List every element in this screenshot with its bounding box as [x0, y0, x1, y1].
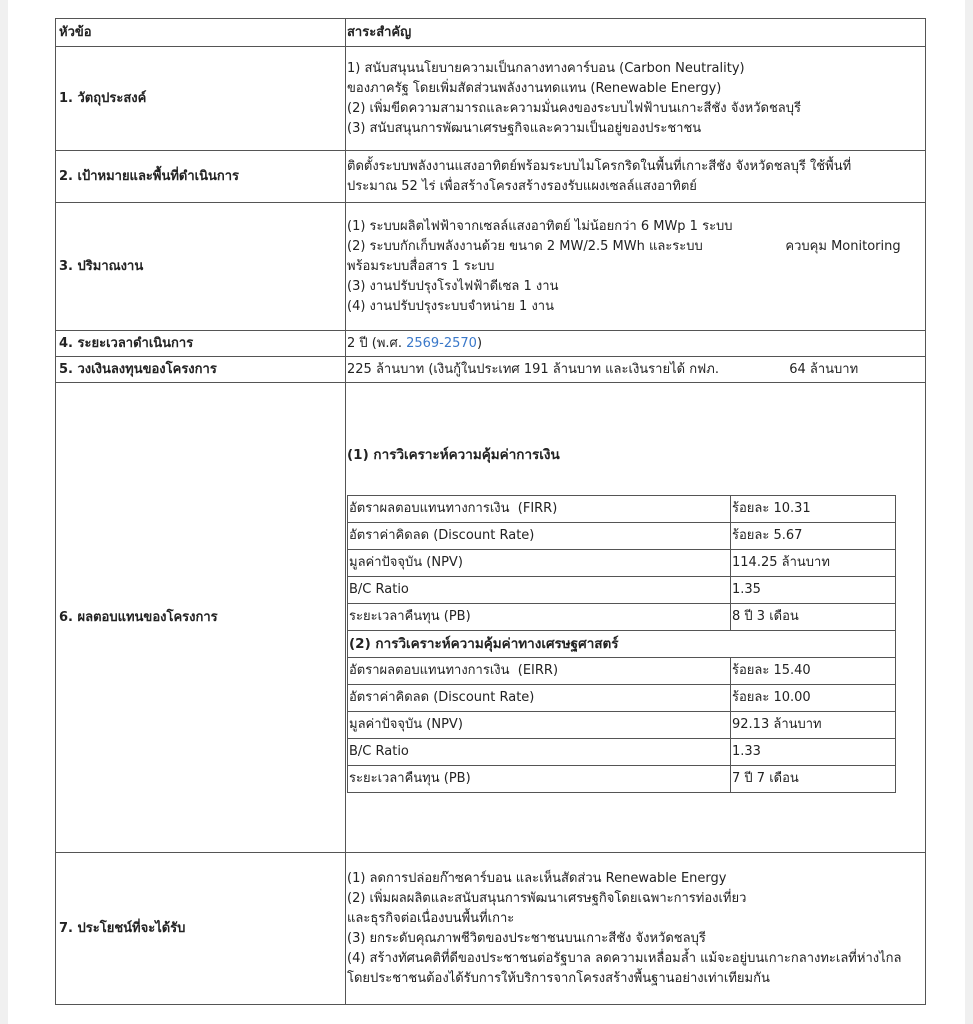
content-line: (1) ระบบผลิตไฟฟ้าจากเซลล์แสงอาทิตย์ ไม่น้อยกว่า 6 MWp 1 ระบบ [347, 218, 733, 234]
right-gutter [965, 0, 973, 1024]
row-content: 225 ล้านบาท (เงินกู้ในประเทศ 191 ล้านบาท และเงินรายได้ กฟภ. 64 ล้านบาท [346, 357, 926, 383]
content-line: ติดตั้งระบบพลังงานแสงอาทิตย์พร้อมระบบไมโครกริดในพื้นที่เกาะสีชัง จังหวัดชลบุรี ใช้พื้นที่ [347, 158, 852, 174]
row-workload [56, 203, 926, 331]
table-row [348, 577, 896, 604]
row-title: 2. เป้าหมายและพื้นที่ดำเนินการ [56, 151, 346, 203]
row-duration [56, 331, 926, 357]
table-row [348, 658, 896, 685]
table-row [348, 766, 896, 793]
metric-value: 8 ปี 3 เดือน [731, 604, 896, 631]
duration-suffix: ) [476, 335, 483, 351]
row-content [346, 853, 926, 1005]
table-row [348, 739, 896, 766]
economic-analysis-title: (2) การวิเคราะห์ความคุ้มค่าทางเศรษฐศาสตร์ [348, 631, 896, 658]
row-title: 6. ผลตอบแทนของโครงการ [56, 383, 346, 853]
row-content [346, 331, 926, 357]
row-target-area [56, 151, 926, 203]
row-content [346, 47, 926, 151]
content-line: (1) ลดการปล่อยก๊าซคาร์บอน และเห็นสัดส่วน Renewable Energy [347, 870, 727, 886]
table-row [348, 631, 896, 658]
row-title: 5. วงเงินลงทุนของโครงการ [56, 357, 346, 383]
metric-value: ร้อยละ 15.40 [731, 658, 896, 685]
table-row [348, 604, 896, 631]
content-line: (3) ยกระดับคุณภาพชีวิตของประชาชนบนเกาะสีชัง จังหวัดชลบุรี [347, 930, 706, 946]
content-line: โดยประชาชนต้องได้รับการให้บริการจากโครงสร้างพื้นฐานอย่างเท่าเทียมกัน [347, 970, 770, 986]
content-line: 1) สนับสนุนนโยบายความเป็นกลางทางคาร์บอน (Carbon Neutrality) [347, 60, 745, 76]
financial-analysis-title: (1) การวิเคราะห์ความคุ้มค่าการเงิน [347, 447, 560, 463]
header-topic: หัวข้อ [56, 19, 346, 47]
row-content [346, 203, 926, 331]
content-line: (3) งานปรับปรุงโรงไฟฟ้าดีเซล 1 งาน [347, 278, 559, 294]
content-line: (2) เพิ่มขีดความสามารถและความมั่นคงของระบบไฟฟ้าบนเกาะสีชัง จังหวัดชลบุรี [347, 100, 802, 116]
metric-value: 1.33 [731, 739, 896, 766]
document-page [8, 0, 965, 1024]
content-line: (2) เพิ่มผลผลิตและสนับสนุนการพัฒนาเศรษฐกิจโดยเฉพาะการท่องเที่ยว [347, 890, 747, 906]
header-summary: สาระสำคัญ [346, 19, 926, 47]
metric-label: ระยะเวลาคืนทุน (PB) [348, 604, 731, 631]
metric-label: มูลค่าปัจจุบัน (NPV) [348, 712, 731, 739]
table-row [348, 685, 896, 712]
row-title: 4. ระยะเวลาดำเนินการ [56, 331, 346, 357]
metric-value: 114.25 ล้านบาท [731, 550, 896, 577]
content-line: (4) งานปรับปรุงระบบจำหน่าย 1 งาน [347, 298, 554, 314]
metric-label: B/C Ratio [348, 739, 731, 766]
metric-value: ร้อยละ 10.31 [731, 496, 896, 523]
table-row [348, 712, 896, 739]
row-title: 1. วัตถุประสงค์ [56, 47, 346, 151]
metric-label: อัตราผลตอบแทนทางการเงิน (FIRR) [348, 496, 731, 523]
metric-value: 7 ปี 7 เดือน [731, 766, 896, 793]
row-returns [56, 383, 926, 853]
content-line: (4) สร้างทัศนคติที่ดีของประชาชนต่อรัฐบาล ลดความเหลื่อมล้ำ แม้จะอยู่บนเกาะกลางทะเลที่ห่างไกล [347, 950, 902, 966]
content-line: ประมาณ 52 ไร่ เพื่อสร้างโครงสร้างรองรับแผงเซลล์แสงอาทิตย์ [347, 178, 697, 194]
row-content [346, 383, 926, 853]
table-row [348, 550, 896, 577]
metric-label: อัตราผลตอบแทนทางการเงิน (EIRR) [348, 658, 731, 685]
row-content [346, 151, 926, 203]
metric-label: มูลค่าปัจจุบัน (NPV) [348, 550, 731, 577]
returns-table [347, 495, 896, 793]
row-benefits [56, 853, 926, 1005]
row-budget [56, 357, 926, 383]
row-title: 7. ประโยชน์ที่จะได้รับ [56, 853, 346, 1005]
metric-label: B/C Ratio [348, 577, 731, 604]
metric-label: ระยะเวลาคืนทุน (PB) [348, 766, 731, 793]
row-objectives [56, 47, 926, 151]
metric-value: ร้อยละ 5.67 [731, 523, 896, 550]
project-summary-table [55, 18, 926, 1005]
metric-label: อัตราค่าคิดลด (Discount Rate) [348, 685, 731, 712]
metric-value: ร้อยละ 10.00 [731, 685, 896, 712]
content-line: และธุรกิจต่อเนื่องบนพื้นที่เกาะ [347, 910, 515, 926]
content-line: (2) ระบบกักเก็บพลังงานด้วย ขนาด 2 MW/2.5 MWh และระบบ ควบคุม Monitoring [347, 238, 901, 254]
metric-value: 92.13 ล้านบาท [731, 712, 896, 739]
year-range-link[interactable]: 2569-2570 [406, 335, 477, 351]
table-row [348, 523, 896, 550]
content-line: ของภาครัฐ โดยเพิ่มสัดส่วนพลังงานทดแทน (Renewable Energy) [347, 80, 722, 96]
table-row [348, 496, 896, 523]
metric-label: อัตราค่าคิดลด (Discount Rate) [348, 523, 731, 550]
table-header-row [56, 19, 926, 47]
content-line: พร้อมระบบสื่อสาร 1 ระบบ [347, 258, 495, 274]
metric-value: 1.35 [731, 577, 896, 604]
row-title: 3. ปริมาณงาน [56, 203, 346, 331]
content-line: (3) สนับสนุนการพัฒนาเศรษฐกิจและความเป็นอยู่ของประชาชน [347, 120, 702, 136]
duration-prefix: 2 ปี (พ.ศ. [347, 335, 407, 351]
